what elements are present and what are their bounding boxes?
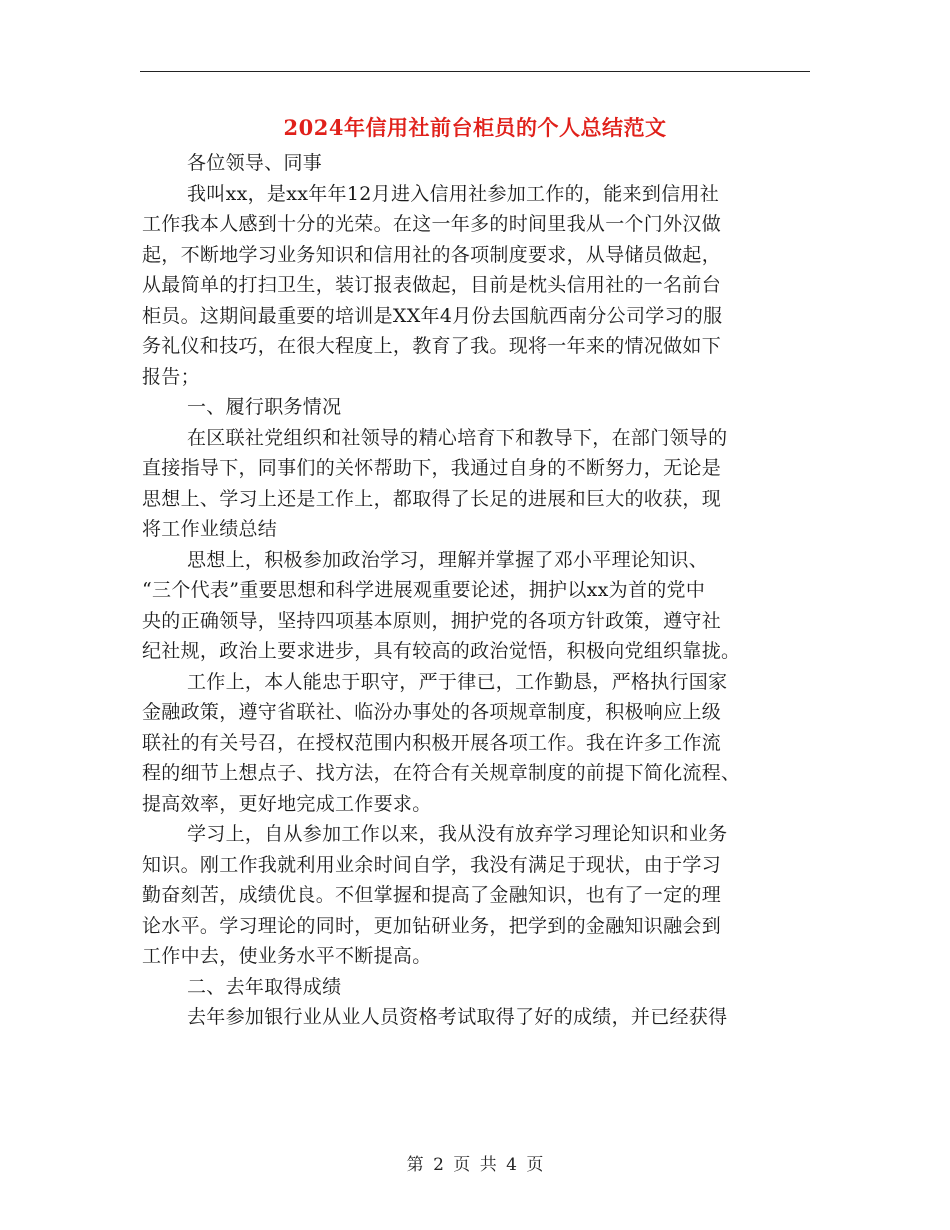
body-line: 程的细节上想点子、找方法，在符合有关规章制度的前提下简化流程、	[142, 762, 741, 784]
body-line: 工作我本人感到十分的光荣。在这一年多的时间里我从一个门外汉做	[142, 213, 722, 235]
body-line: 工作上，本人能忠于职守，严于律已，工作勤恳，严格执行国家	[187, 670, 728, 693]
body-line: 柜员。这期间最重要的培训是XX年4月份去国航西南分公司学习的服	[142, 304, 723, 327]
body-line: 央的正确领导，坚持四项基本原则，拥护党的各项方针政策，遵守社	[142, 609, 722, 632]
body-line: 金融政策，遵守省联社、临汾办事处的各项规章制度，积极响应上级	[142, 701, 722, 723]
body-line: 去年参加银行业从业人员资格考试取得了好的成绩，并已经获得	[187, 1006, 728, 1028]
body-line: 各位领导、同事	[187, 152, 323, 174]
body-line: 纪社规，政治上要求进步，具有较高的政治觉悟，积极向党组织靠拢。	[142, 640, 741, 662]
body-line: 论水平。学习理论的同时，更加钻研业务，把学到的金融知识融会到	[142, 914, 722, 937]
body-line: 起，不断地学习业务知识和信用社的各项制度要求，从导储员做起，	[142, 243, 722, 266]
body-line: 提高效率，更好地完成工作要求。	[142, 792, 432, 815]
body-line: 学习上，自从参加工作以来，我从没有放弃学习理论知识和业务	[187, 823, 728, 845]
body-line: 一、履行职务情况	[187, 396, 342, 418]
document-body	[142, 148, 808, 1033]
page-footer: 第 2 页 共 4 页	[406, 1155, 544, 1175]
body-line: “三个代表”重要思想和科学进展观重要论述，拥护以xx为首的党中	[142, 579, 706, 601]
body-line: 我叫xx，是xx年年12月进入信用社参加工作的，能来到信用社	[187, 182, 720, 205]
body-line: 将工作业绩总结	[142, 518, 278, 540]
body-line: 二、去年取得成绩	[187, 975, 342, 998]
body-line: 工作中去，使业务水平不断提高。	[142, 945, 432, 967]
body-line: 直接指导下，同事们的关怀帮助下，我通过自身的不断努力，无论是	[142, 457, 722, 479]
body-line: 在区联社党组织和社领导的精心培育下和教导下，在部门领导的	[187, 426, 728, 449]
body-line: 思想上，积极参加政治学习，理解并掌握了邓小平理论知识、	[187, 548, 709, 571]
body-line: 知识。刚工作我就利用业余时间自学，我没有满足于现状，由于学习	[142, 853, 722, 876]
body-line: 务礼仪和技巧，在很大程度上，教育了我。现将一年来的情况做如下	[142, 335, 722, 357]
body-line: 报告；	[142, 365, 200, 388]
document-title: 2024年信用社前台柜员的个人总结范文	[283, 115, 667, 140]
body-line: 从最简单的打扫卫生，装订报表做起，目前是枕头信用社的一名前台	[142, 274, 722, 296]
body-line: 勤奋刻苦，成绩优良。不但掌握和提高了金融知识，也有了一定的理	[142, 884, 722, 906]
body-line: 联社的有关号召，在授权范围内积极开展各项工作。我在许多工作流	[142, 731, 722, 754]
body-line: 思想上、学习上还是工作上，都取得了长足的进展和巨大的收获，现	[142, 487, 722, 510]
header-rule	[140, 71, 810, 72]
